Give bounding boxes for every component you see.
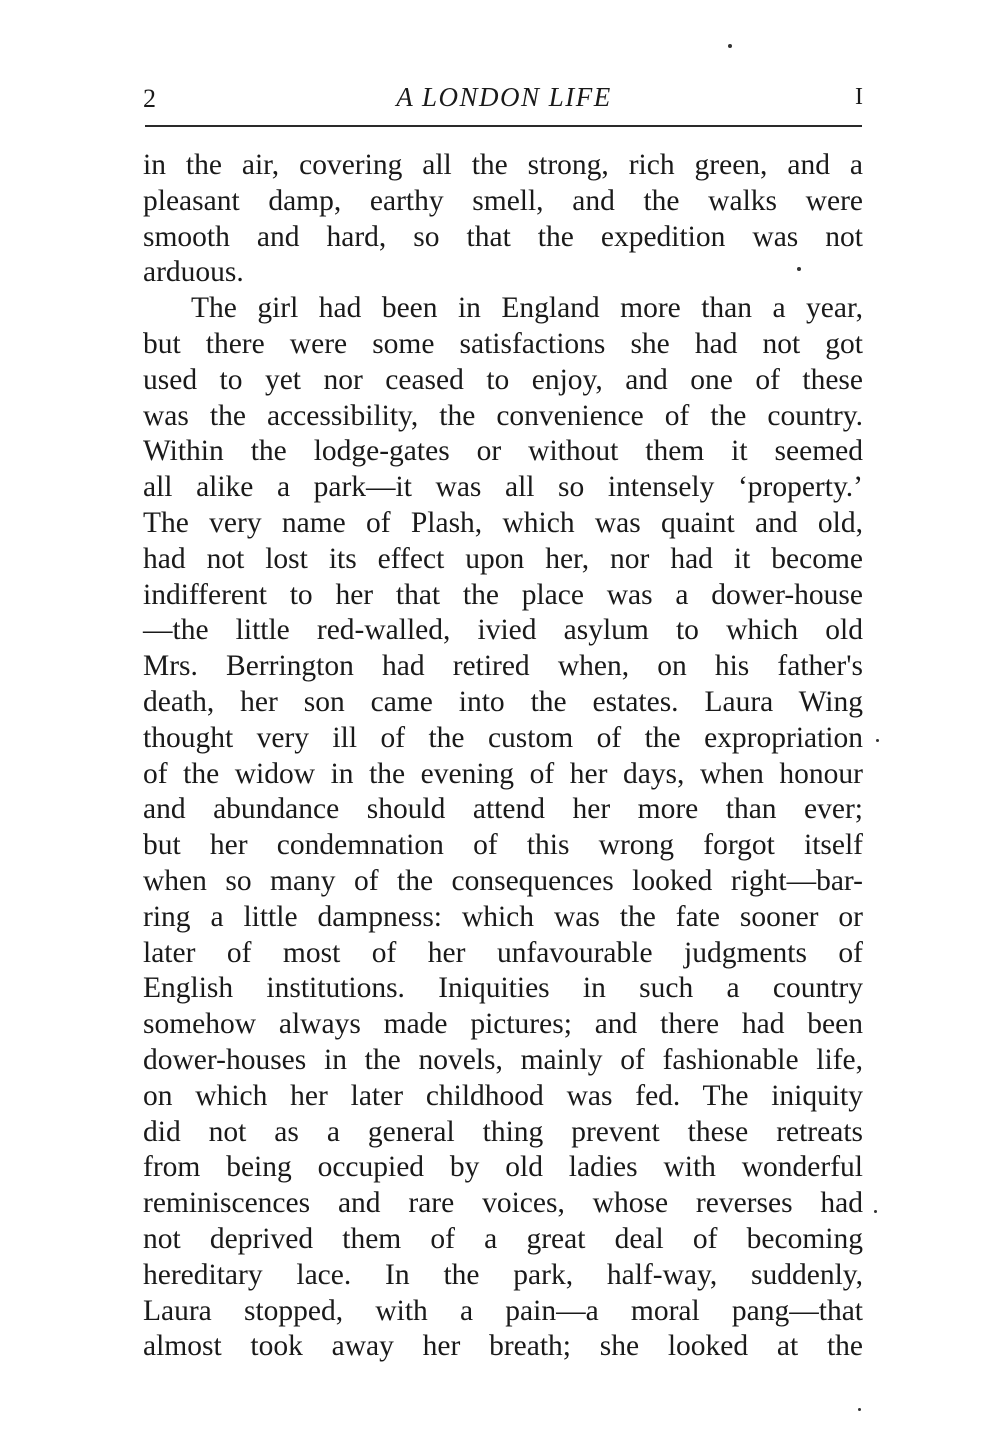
text-line: indifferent to her that the place was a dower-house [143,578,863,611]
text-line: of the widow in the evening of her days, when honour [143,757,863,790]
text-line: The very name of Plash, which was quaint and old, [143,506,863,539]
text-line: English institutions. Iniquities in such a country [143,972,863,1005]
text-line: did not as a general thing prevent these retreats [143,1115,863,1148]
text-line: hereditary lace. In the park, half-way, suddenly, [143,1258,863,1291]
text-line: all alike a park—it was all so intensely ‘property.’ [143,471,863,504]
page-header [143,82,865,118]
body-text [143,148,863,1365]
chapter-number: I [855,84,863,110]
text-line: Mrs. Berrington had retired when, on his father's [143,650,863,683]
text-line: dower-houses in the novels, mainly of fashionable life, [143,1043,863,1076]
text-line: somehow always made pictures; and there had been [143,1008,863,1041]
text-line: The girl had been in England more than a year, [191,292,863,325]
text-line: —the little red-walled, ivied asylum to which old [143,614,863,647]
print-speck [797,267,801,271]
header-rule [145,125,862,127]
text-line: smooth and hard, so that the expedition was not [143,220,863,253]
text-line: when so many of the consequences looked right—bar- [143,864,863,897]
text-line: was the accessibility, the convenience of the country. [143,399,863,432]
text-line: almost took away her breath; she looked at the [143,1330,863,1363]
text-line: but her condemnation of this wrong forgot itself [143,829,863,862]
text-line: from being occupied by old ladies with wonderful [143,1151,863,1184]
text-line: ring a little dampness: which was the fate sooner or [143,900,863,933]
text-line: reminiscences and rare voices, whose reverses had [143,1187,863,1220]
print-speck [858,1408,861,1411]
text-line: Laura stopped, with a pain—a moral pang—that [143,1294,863,1327]
text-line: used to yet nor ceased to enjoy, and one of these [143,363,863,396]
text-line: thought very ill of the custom of the expropriation [143,721,863,754]
text-line: Within the lodge-gates or without them it seemed [143,435,863,468]
text-line: not deprived them of a great deal of becoming [143,1222,863,1255]
text-line: pleasant damp, earthy smell, and the walks were [143,184,863,217]
running-title: A LONDON LIFE [396,82,612,112]
text-line: in the air, covering all the strong, rich green, and a [143,149,863,181]
print-speck [874,1210,877,1213]
text-line: on which her later childhood was fed. The iniquity [143,1079,863,1112]
text-line: had not lost its effect upon her, nor had it become [143,542,863,575]
text-line: death, her son came into the estates. Laura Wing [143,685,863,718]
print-speck [728,44,732,48]
print-speck [876,739,879,742]
page-number: 2 [143,84,156,113]
text-line: but there were some satisfactions she had not got [143,327,863,360]
text-line: and abundance should attend her more than ever; [143,793,863,826]
text-line: later of most of her unfavourable judgments of [143,936,863,969]
text-line: arduous. [143,256,244,289]
